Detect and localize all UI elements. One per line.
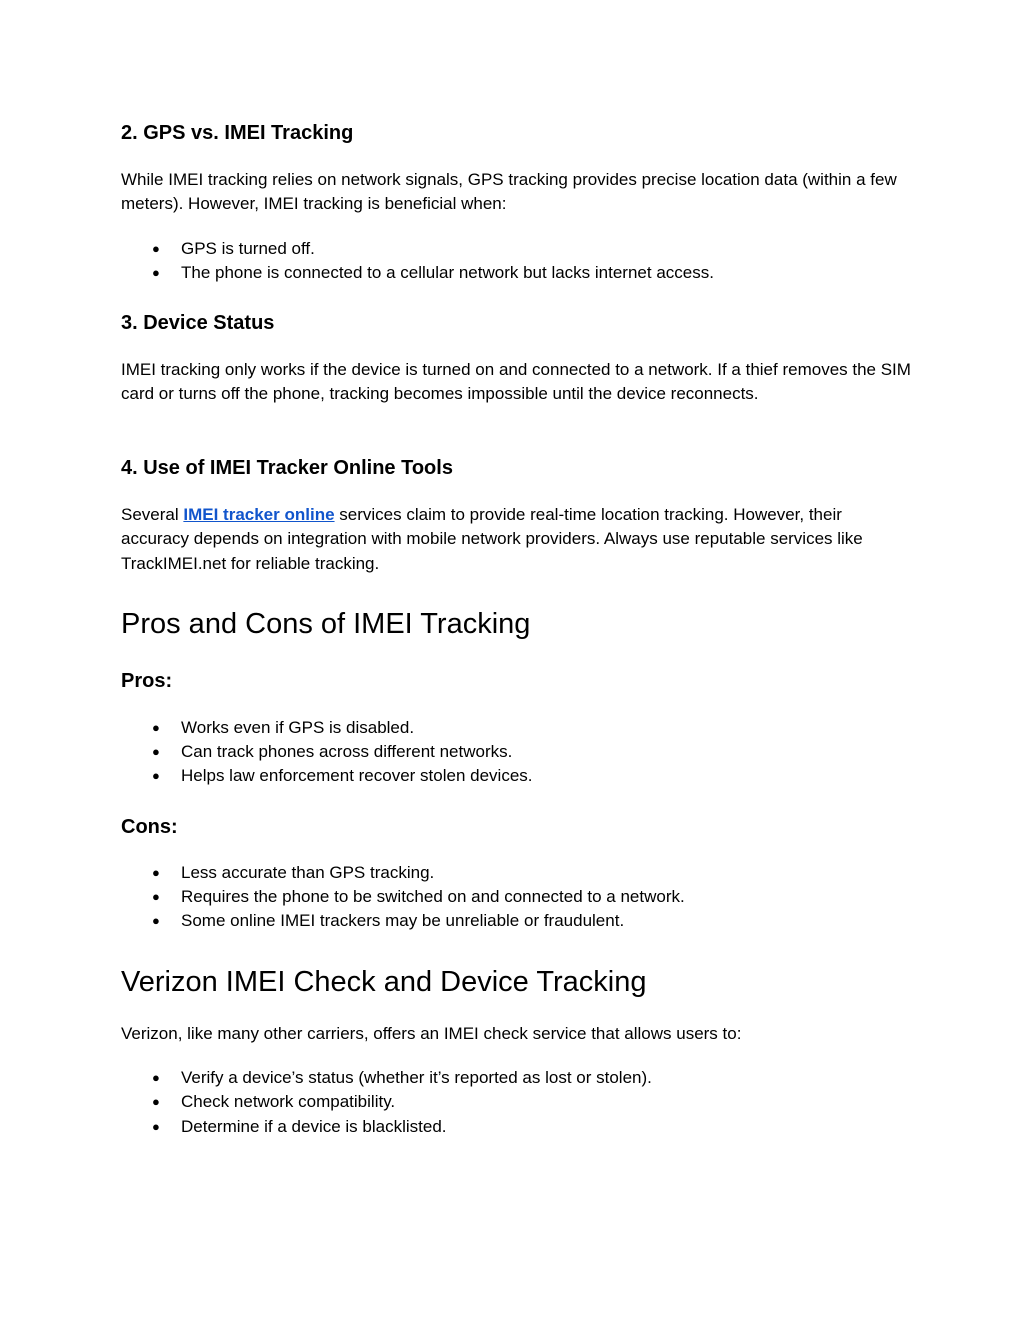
heading-pros-cons: Pros and Cons of IMEI Tracking [121, 608, 531, 640]
paragraph-text: Several [121, 505, 184, 524]
bullet-glyph: ● [152, 865, 160, 880]
section-heading-gps-vs-imei: 2. GPS vs. IMEI Tracking [121, 122, 354, 144]
imei-tracker-online-link[interactable]: IMEI tracker online [183, 505, 335, 524]
bullet-glyph: ● [152, 744, 160, 759]
pros-heading: Pros: [121, 670, 173, 692]
list-item: Works even if GPS is disabled. [181, 718, 415, 737]
list-item: The phone is connected to a cellular network but lacks internet access. [181, 263, 714, 282]
bullet-glyph: ● [152, 913, 160, 928]
paragraph-text: services claim to provide real-time location tracking. However, their accuracy depends on integration with mobile network providers. Always use reputable services like TrackIMEI.net for reliable tracking. [121, 505, 863, 573]
heading-verizon: Verizon IMEI Check and Device Tracking [121, 966, 647, 998]
bullet-glyph: ● [152, 1119, 160, 1134]
list-item: Determine if a device is blacklisted. [181, 1117, 447, 1136]
bullet-glyph: ● [152, 1094, 160, 1109]
bullet-glyph: ● [152, 889, 160, 904]
list-item: GPS is turned off. [181, 239, 315, 258]
list-item: Can track phones across different networks. [181, 742, 513, 761]
list-item: Less accurate than GPS tracking. [181, 863, 435, 882]
list-item: Check network compatibility. [181, 1092, 396, 1111]
list-item: Some online IMEI trackers may be unreliable or fraudulent. [181, 911, 625, 930]
bullet-glyph: ● [152, 768, 160, 783]
bullet-glyph: ● [152, 265, 160, 280]
bullet-glyph: ● [152, 720, 160, 735]
bullet-glyph: ● [152, 241, 160, 256]
cons-heading: Cons: [121, 816, 178, 838]
bullet-glyph: ● [152, 1070, 160, 1085]
paragraph-gps-vs-imei: While IMEI tracking relies on network signals, GPS tracking provides precise location data (within a few meters). However, IMEI tracking is beneficial when: [121, 170, 897, 214]
list-item: Helps law enforcement recover stolen devices. [181, 766, 533, 785]
list-item: Verify a device’s status (whether it’s reported as lost or stolen). [181, 1068, 652, 1087]
section-heading-tracker-tools: 4. Use of IMEI Tracker Online Tools [121, 457, 453, 479]
section-heading-device-status: 3. Device Status [121, 312, 275, 334]
paragraph-device-status: IMEI tracking only works if the device is turned on and connected to a network. If a thief removes the SIM card or turns off the phone, tracking becomes impossible until the device reconnects. [121, 360, 911, 404]
paragraph-verizon: Verizon, like many other carriers, offers an IMEI check service that allows users to: [121, 1024, 742, 1043]
list-item: Requires the phone to be switched on and connected to a network. [181, 887, 685, 906]
paragraph-tracker-tools [121, 503, 911, 576]
